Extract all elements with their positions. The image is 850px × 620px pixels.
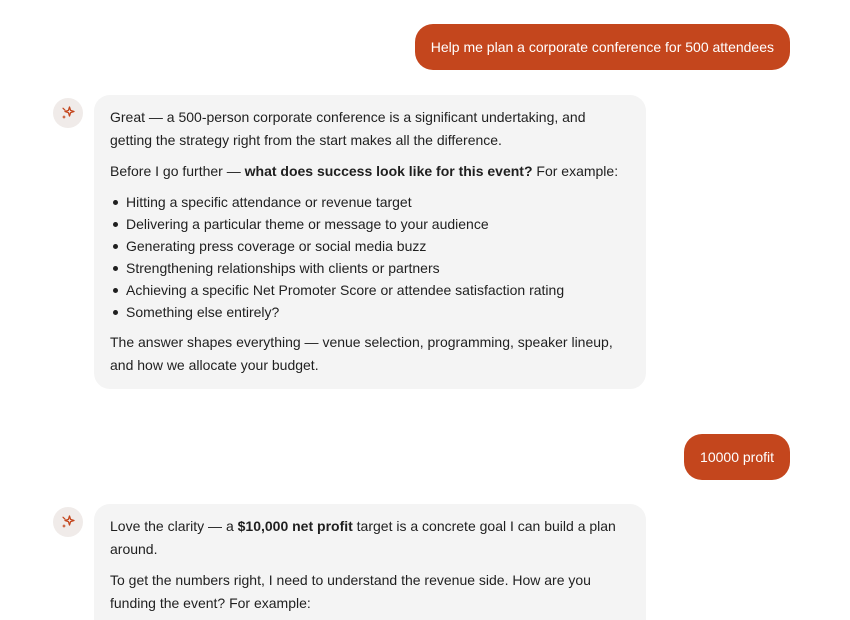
intro-suffix: target is a concrete goal I can build a plan around. bbox=[110, 518, 616, 557]
question-bold: what does success look like for this event? bbox=[244, 163, 533, 179]
assistant-followup-text: To get the numbers right, I need to understand the revenue side. How are you funding the event? For example: bbox=[110, 572, 591, 611]
user-message-text: Help me plan a corporate conference for 500 attendees bbox=[430, 39, 774, 55]
assistant-closing-text: The answer shapes everything — venue selection, programming, speaker lineup, and how we allocate your budget. bbox=[110, 334, 613, 373]
profit-target: $10,000 net profit bbox=[237, 518, 353, 534]
assistant-intro-text bbox=[110, 515, 630, 561]
assistant-avatar bbox=[53, 507, 83, 537]
list-item: Generating press coverage or social media buzz bbox=[110, 235, 630, 257]
question-prefix: Before I go further — bbox=[110, 163, 245, 179]
question-suffix: For example: bbox=[532, 163, 619, 179]
assistant-avatar bbox=[53, 98, 83, 128]
user-message-1 bbox=[415, 24, 790, 70]
sparkle-icon bbox=[60, 514, 76, 530]
list-item: Something else entirely? bbox=[110, 301, 630, 323]
assistant-question bbox=[110, 160, 630, 183]
intro-prefix: Love the clarity — a bbox=[110, 518, 238, 534]
list-item: Strengthening relationships with clients or partners bbox=[110, 257, 630, 279]
assistant-message-1 bbox=[94, 95, 646, 389]
assistant-message-2 bbox=[94, 504, 646, 620]
success-criteria-list bbox=[110, 191, 630, 323]
assistant-intro-text: Great — a 500-person corporate conference is a significant undertaking, and getting the strategy right from the start makes all the difference. bbox=[110, 109, 586, 148]
list-item: Delivering a particular theme or message to your audience bbox=[110, 213, 630, 235]
list-item: Hitting a specific attendance or revenue target bbox=[110, 191, 630, 213]
user-message-text: 10000 profit bbox=[700, 449, 774, 465]
list-item: Achieving a specific Net Promoter Score or attendee satisfaction rating bbox=[110, 279, 630, 301]
user-message-2 bbox=[684, 434, 790, 480]
sparkle-icon bbox=[60, 105, 76, 121]
